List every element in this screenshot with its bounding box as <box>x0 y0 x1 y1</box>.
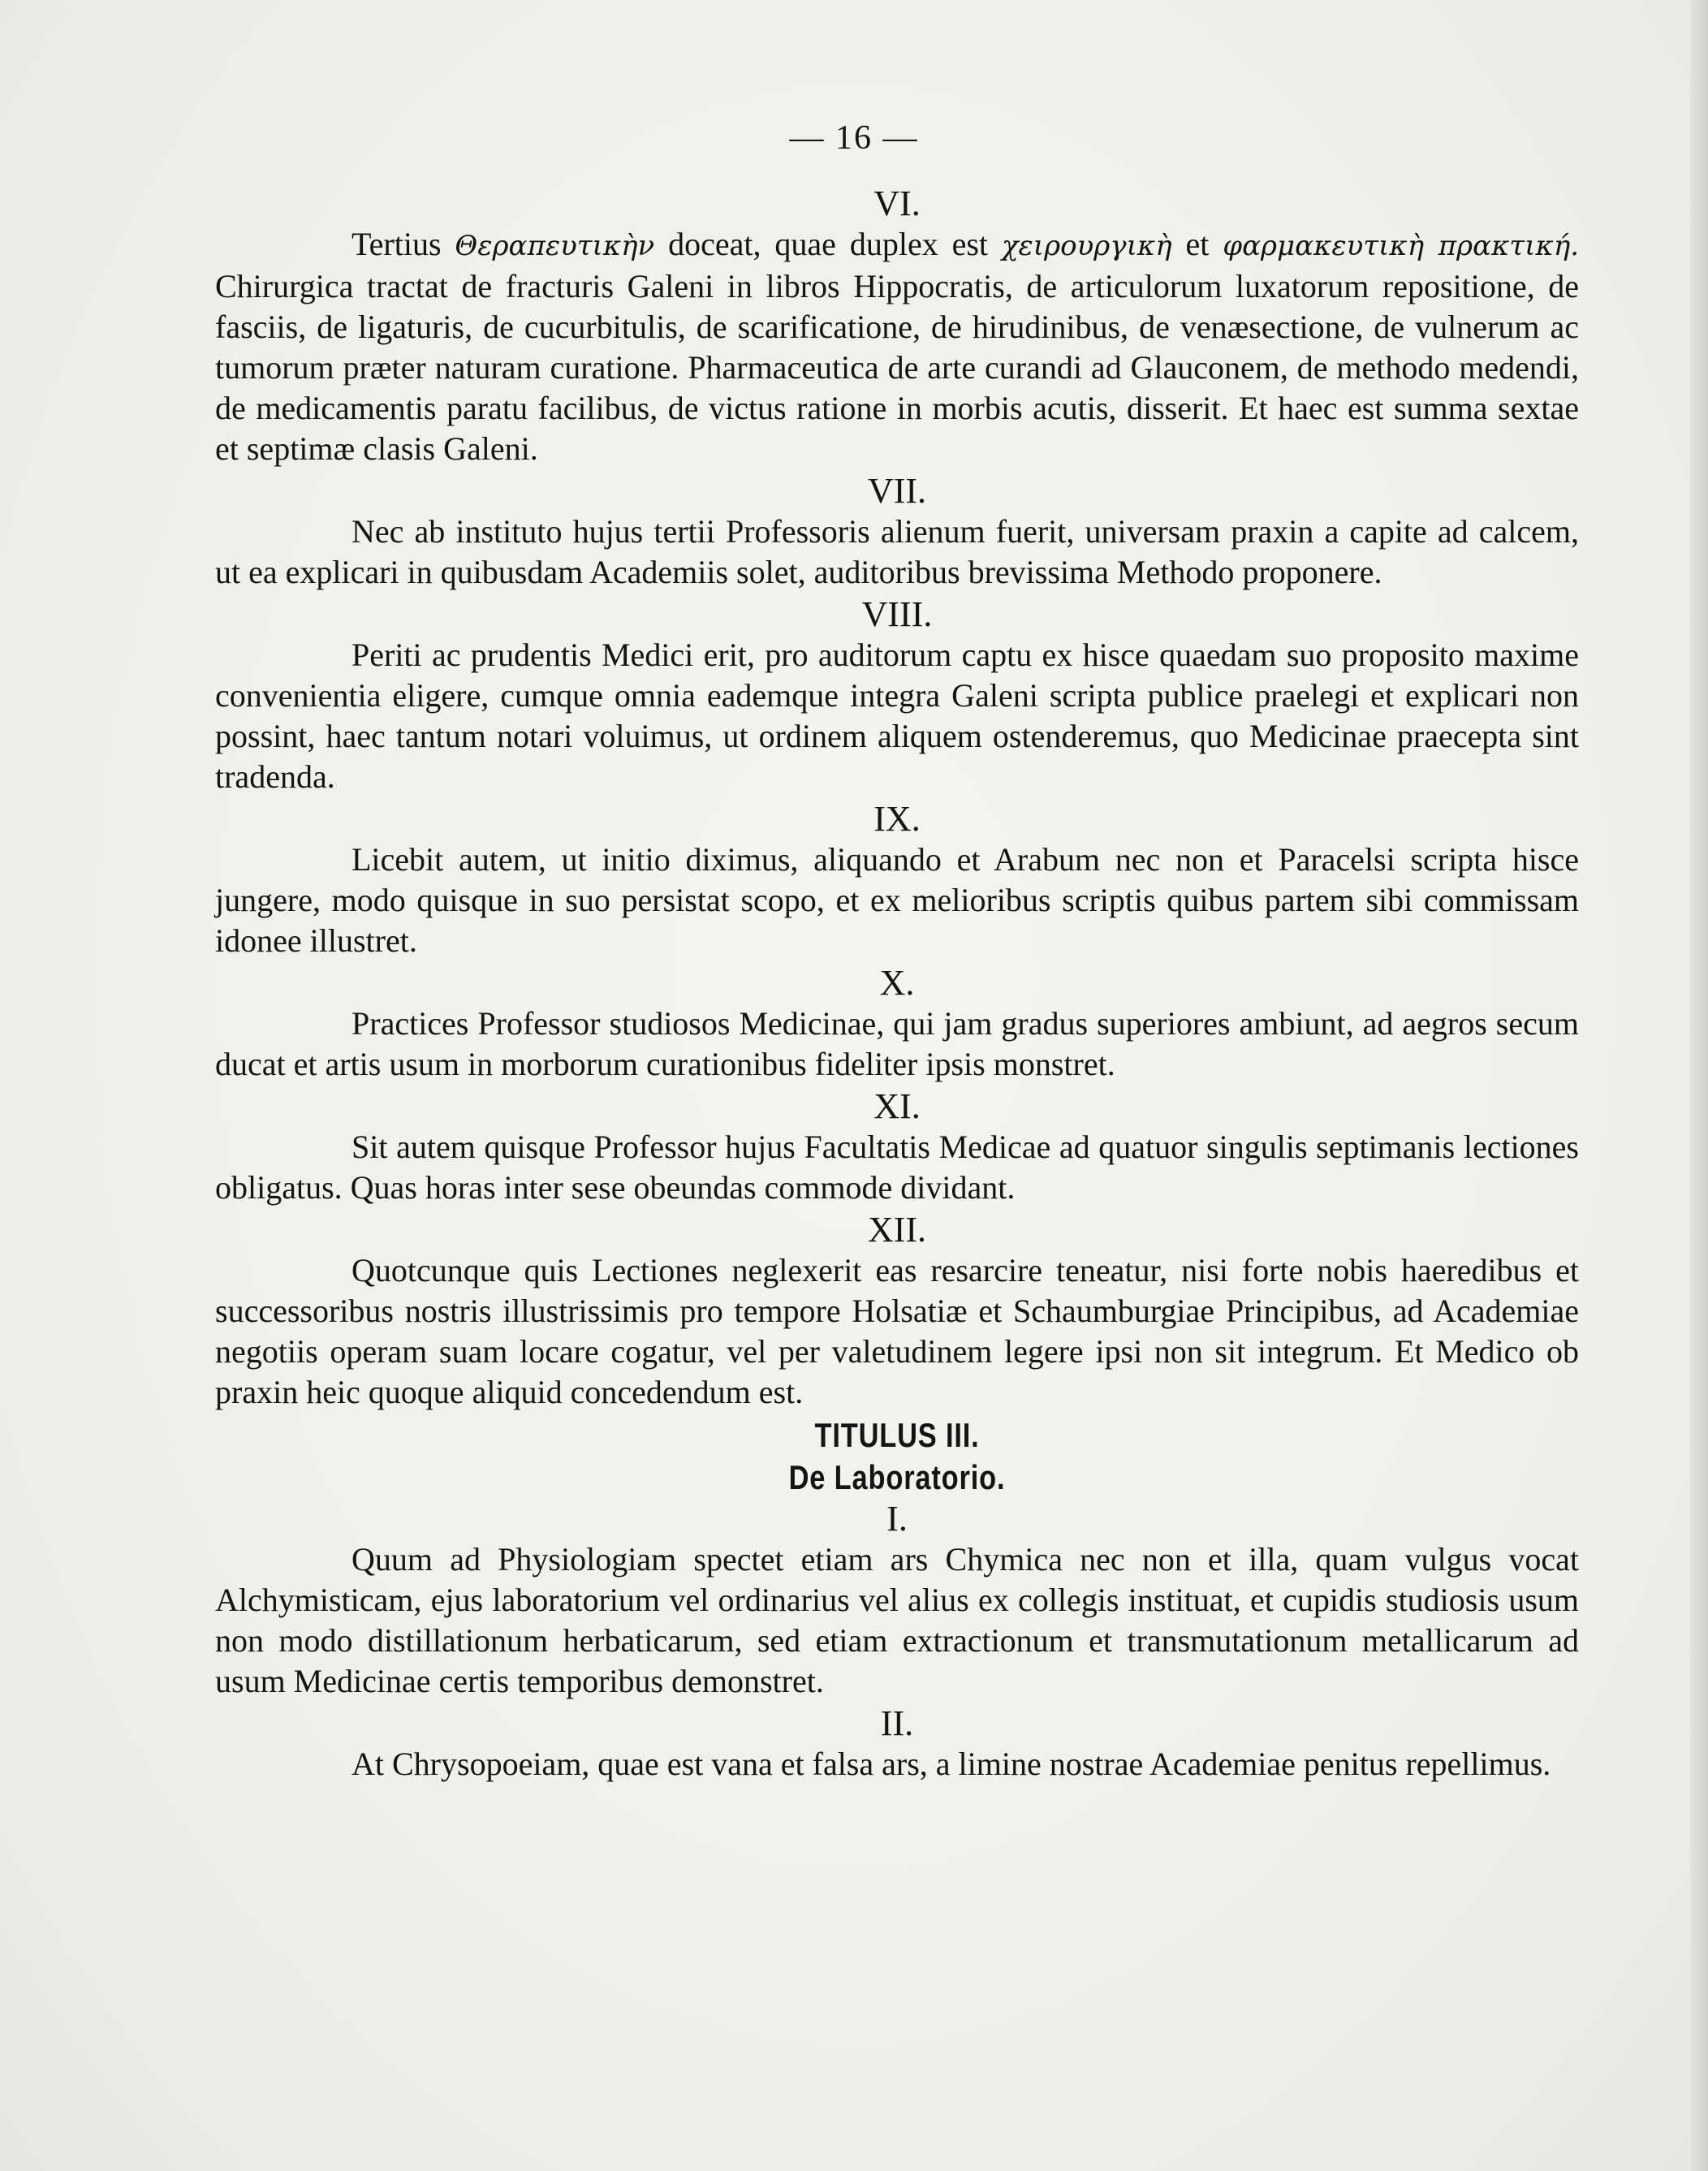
titulus-subtitle: De Laboratorio. <box>788 1458 1006 1496</box>
laboratorio-paragraph-i: Quum ad Physiologiam spectet etiam ars Chymica nec non et illa, quam vulgus vocat Alchymisticam, ejus laboratorium vel ordinarius vel alius ex collegis instituat, et cupidis studiosis usum non modo distillationum herbaticarum, sed etiam extractionum et transmutationum metallicarum ad usum Medicinae certis temporibus demonstret. <box>215 1541 1579 1699</box>
section-paragraph-xii: Quotcunque quis Lectiones neglexerit eas resarcire teneatur, nisi forte nobis haeredibus et successoribus nostris illustrissimis pro tempore Holsatiæ et Schaumburgiae Principibus, ad Academiae negotiis operam suam locare cogatur, vel per valetudinem legere ipsi non sit integrum. Et Medico ob praxin heic quoque aliquid concedendum est. <box>215 1252 1579 1410</box>
section-heading-vii: VII. <box>867 471 927 511</box>
section-paragraph-ix: Licebit autem, ut initio diximus, aliquando et Arabum nec non et Paracelsi scripta hisce jungere, modo quisque in suo persistat scopo, et ex melioribus scriptis quibus partem sibi commissam idonee illustret. <box>215 841 1579 959</box>
paragraph-text: Chirurgica tractat de fracturis Galeni in libros Hippocratis, de articulorum luxatorum repositione, de fasciis, de ligaturis, de cucurbitulis, de scarificatione, de hirudinibus, de venæsectione, de vulnerum ac tumorum præter naturam curatione. Pharmaceutica de arte curandi ad Glauconem, de methodo medendi, de medicamentis paratu facilibus, de victus ratione in morbis acutis, disserit. Et haec est summa sextae et septimæ clasis Galeni. <box>215 268 1579 467</box>
paragraph-text: et <box>1171 226 1223 262</box>
page-edge-shadow <box>1690 0 1708 2171</box>
laboratorio-paragraph-ii: At Chrysopoeiam, quae est vana et falsa ars, a limine nostrae Academiae penitus repellimus. <box>352 1746 1551 1782</box>
section-paragraph-xi: Sit autem quisque Professor hujus Facultatis Medicae ad quatuor singulis septimanis lectiones obligatus. Quas horas inter sese obeundas commode dividant. <box>215 1129 1579 1206</box>
document-body <box>215 183 1579 1786</box>
paragraph-text: doceat, quae duplex est <box>654 226 1002 262</box>
greek-term-therapeutike: Θεραπευτικὴν <box>455 230 655 262</box>
section-heading-x: X. <box>879 963 915 1003</box>
section-heading-xii: XII. <box>867 1210 927 1250</box>
page-number: — 16 — <box>789 119 919 157</box>
laboratorio-heading-ii: II. <box>880 1703 914 1743</box>
section-paragraph-x: Practices Professor studiosos Medicinae, qui jam gradus superiores ambiunt, ad aegros secum ducat et artis usum in morborum curationibus fideliter ipsis monstret. <box>215 1005 1579 1082</box>
section-heading-vi: VI. <box>873 183 921 223</box>
section-paragraph-vi <box>215 224 1579 469</box>
section-heading-viii: VIII. <box>861 594 933 634</box>
section-paragraph-viii: Periti ac prudentis Medici erit, pro auditorum captu ex hisce quaedam suo proposito maxime convenientia eligere, cumque omnia eademque integra Galeni scripta publice praelegi et explicari non possint, haec tantum notari voluimus, ut ordinem aliquem ostenderemus, quo Medicinae praecepta sint tradenda. <box>215 637 1579 795</box>
section-heading-xi: XI. <box>873 1086 921 1126</box>
section-heading-ix: IX. <box>873 799 921 839</box>
section-paragraph-vii: Nec ab instituto hujus tertii Professoris alienum fuerit, universam praxin a capite ad calcem, ut ea explicari in quibusdam Academiis solet, auditoribus brevissima Methodo proponere. <box>215 513 1579 590</box>
titulus-title: TITULUS III. <box>814 1416 980 1454</box>
greek-term-pharmakeutike: φαρμακευτικὴ πρακτική. <box>1223 230 1580 262</box>
laboratorio-heading-i: I. <box>886 1499 908 1539</box>
greek-term-cheirourgike: χειρουργικὴ <box>1001 230 1172 262</box>
paragraph-text: Tertius <box>352 226 455 262</box>
